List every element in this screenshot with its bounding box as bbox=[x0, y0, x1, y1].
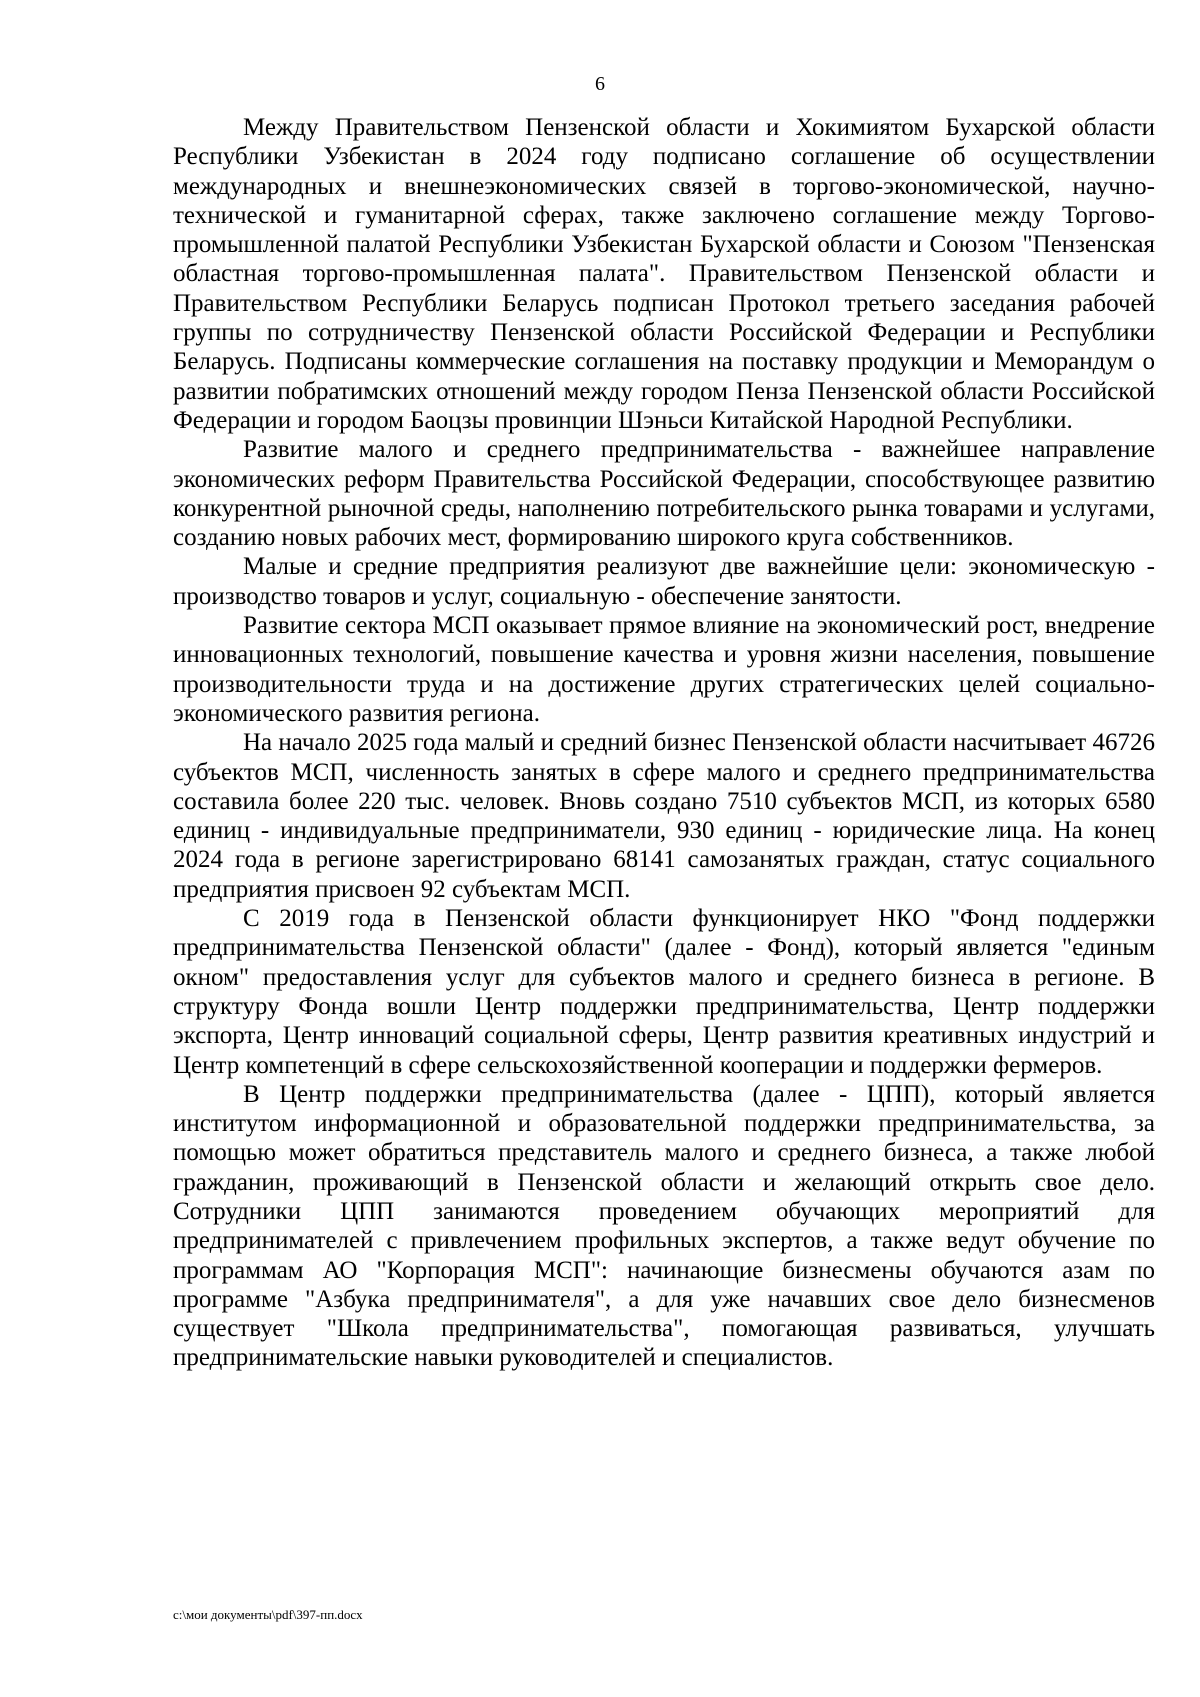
paragraph-sme-impact: Развитие сектора МСП оказывает прямое влияние на экономический рост, внедрение инновационных технологий, повышение качества и уровня жизни населения, повышение производительности труда и на достижение других стратегических целей социально-экономического развития региона. bbox=[173, 612, 1155, 727]
paragraph-support-fund: С 2019 года в Пензенской области функционирует НКО "Фонд поддержки предпринимательства Пензенской области" (далее - Фонд), который является "единым окном" предоставления услуг для субъектов малого и среднего бизнеса в регионе. В структуру Фонда вошли Центр поддержки предпринимательства, Центр поддержки экспорта, Центр инноваций социальной сферы, Центр развития креативных индустрий и Центр компетенций в сфере сельскохозяйственной кооперации и поддержки фермеров. bbox=[173, 905, 1155, 1079]
paragraph-international-agreements: Между Правительством Пензенской области и Хокимиятом Бухарской области Республики Узбекистан в 2024 году подписано соглашение об осуществлении международных и внешнеэкономических связей в торгово-экономической, научно-технической и гуманитарной сферах, также заключено соглашение между Торгово-промышленной палатой Республики Узбекистан Бухарской области и Союзом "Пензенская областная торгово-промышленная палата". Правительством Пензенской области и Правительством Республики Беларусь подписан Протокол третьего заседания рабочей группы по сотрудничеству Пензенской области Российской Федерации и Республики Беларусь. Подписаны коммерческие соглашения на поставку продукции и Меморандум о развитии побратимских отношений между городом Пенза Пензенской области Российской Федерации и городом Баоцзы провинции Шэньси Китайской Народной Республики. bbox=[173, 114, 1155, 434]
paragraph-support-center: В Центр поддержки предпринимательства (далее - ЦПП), который является институтом информационной и образовательной поддержки предпринимательства, за помощью может обратиться представитель малого и среднего бизнеса, а также любой гражданин, проживающий в Пензенской области и желающий открыть свое дело. Сотрудники ЦПП занимаются проведением обучающих мероприятий для предпринимателей с привлечением профильных экспертов, а также ведут обучение по программам АО "Корпорация МСП": начинающие бизнесмены обучаются азам по программе "Азбука предпринимателя", а для уже начавших свое дело бизнесменов существует "Школа предпринимательства", помогающая развиваться, улучшать предпринимательские навыки руководителей и специалистов. bbox=[173, 1080, 1155, 1372]
footer-file-path: c:\мои документы\pdf\397-пп.docx bbox=[173, 1607, 363, 1622]
document-body bbox=[173, 113, 1155, 1373]
paragraph-sme-goals: Малые и средние предприятия реализуют две важнейшие цели: экономическую - производство товаров и услуг, социальную - обеспечение занятости. bbox=[173, 553, 1155, 610]
paragraph-small-business-development: Развитие малого и среднего предпринимательства - важнейшее направление экономических реформ Правительства Российской Федерации, способствующее развитию конкурентной рыночной среды, наполнению потребительского рынка товарами и услугами, созданию новых рабочих мест, формированию широкого круга собственников. bbox=[173, 436, 1155, 552]
paragraph-sme-statistics: На начало 2025 года малый и средний бизнес Пензенской области насчитывает 46726 субъектов МСП, численность занятых в сфере малого и среднего предпринимательства составила более 220 тыс. человек. Вновь создано 7510 субъектов МСП, из которых 6580 единиц - индивидуальные предприниматели, 930 единиц - юридические лица. На конец 2024 года в регионе зарегистрировано 68141 самозанятых граждан, статус социального предприятия присвоен 92 субъектам МСП. bbox=[173, 729, 1155, 903]
page-number: 6 bbox=[595, 73, 605, 95]
